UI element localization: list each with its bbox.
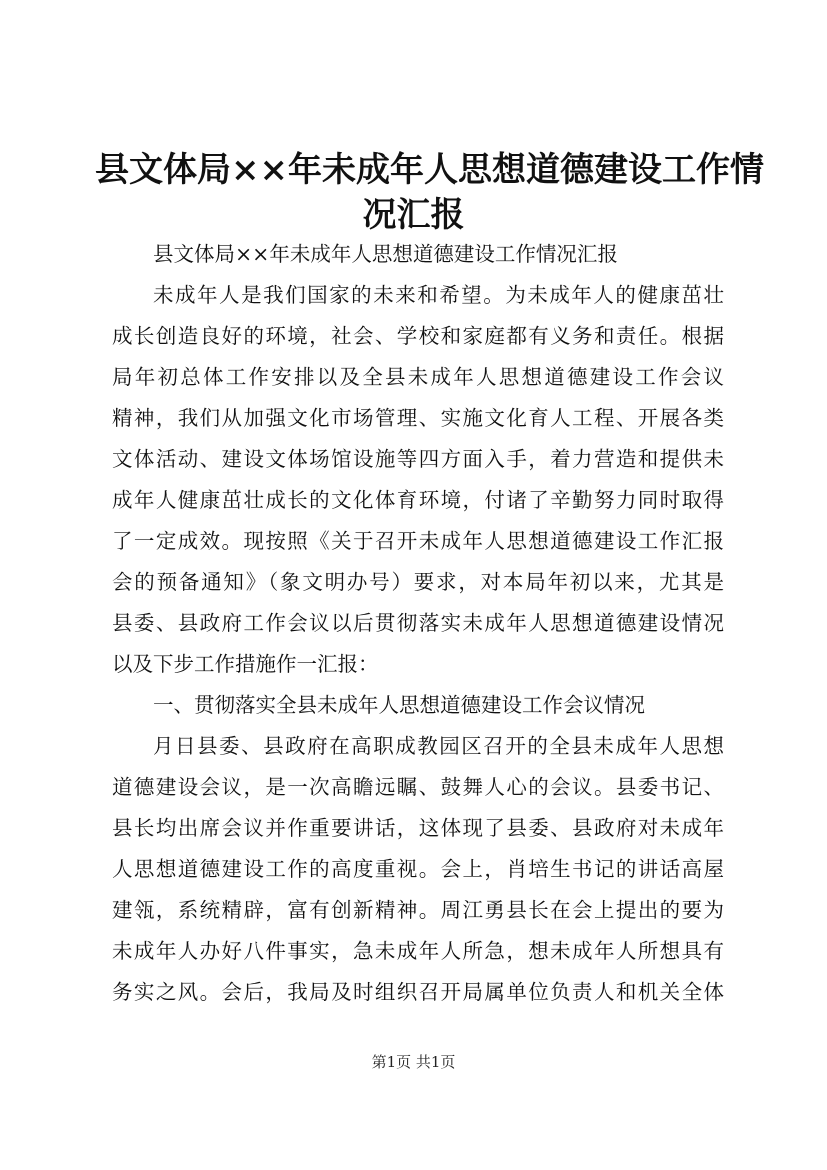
body-text-line: 道德建设会议，是一次高瞻远瞩、鼓舞人心的会议。县委书记、 (112, 775, 724, 799)
body-text-line: 未成年人是我们国家的未来和希望。为未成年人的健康茁壮 (153, 283, 724, 307)
body-text-line: 县长均出席会议并作重要讲话，这体现了县委、县政府对未成年 (112, 816, 724, 840)
body-text-line: 精神，我们从加强文化市场管理、实施文化育人工程、开展各类 (112, 406, 724, 430)
page-footer: 第1页 共1页 (371, 1053, 456, 1071)
body-text-line: 月日县委、县政府在高职成教园区召开的全县未成年人思想 (153, 734, 724, 758)
body-text-line: 会的预备通知》（象文明办号）要求，对本局年初以来，尤其是 (112, 570, 724, 594)
body-text-line: 成长创造良好的环境，社会、学校和家庭都有义务和责任。根据 (112, 324, 724, 348)
body-text-line: 务实之风。会后，我局及时组织召开局属单位负责人和机关全体 (112, 980, 724, 1004)
body-text-line: 建瓴，系统精辟，富有创新精神。周江勇县长在会上提出的要为 (112, 898, 724, 922)
document-title-line-1: 县文体局××年未成年人思想道德建设工作情 (95, 150, 764, 190)
body-text-line: 以及下步工作措施作一汇报： (112, 652, 379, 676)
body-text-line: 了一定成效。现按照《关于召开未成年人思想道德建设工作汇报 (112, 529, 724, 553)
body-text-line: 局年初总体工作安排以及全县未成年人思想道德建设工作会议 (112, 365, 724, 389)
body-text-line: 人思想道德建设工作的高度重视。会上，肖培生书记的讲话高屋 (112, 857, 724, 881)
body-text-line: 成年人健康茁壮成长的文化体育环境，付诸了辛勤努力同时取得 (112, 488, 724, 512)
body-text-line: 县委、县政府工作会议以后贯彻落实未成年人思想道德建设情况 (112, 611, 724, 635)
document-body (112, 234, 724, 1013)
body-text-line: 县文体局××年未成年人思想道德建设工作情况汇报 (153, 242, 618, 266)
body-text-line: 未成年人办好八件事实，急未成年人所急，想未成年人所想具有 (112, 939, 724, 963)
body-text-line: 一、贯彻落实全县未成年人思想道德建设工作会议情况 (153, 693, 645, 717)
document-title-line-2: 况汇报 (362, 195, 465, 235)
body-text-line: 文体活动、建设文体场馆设施等四方面入手，着力营造和提供未 (112, 447, 724, 471)
